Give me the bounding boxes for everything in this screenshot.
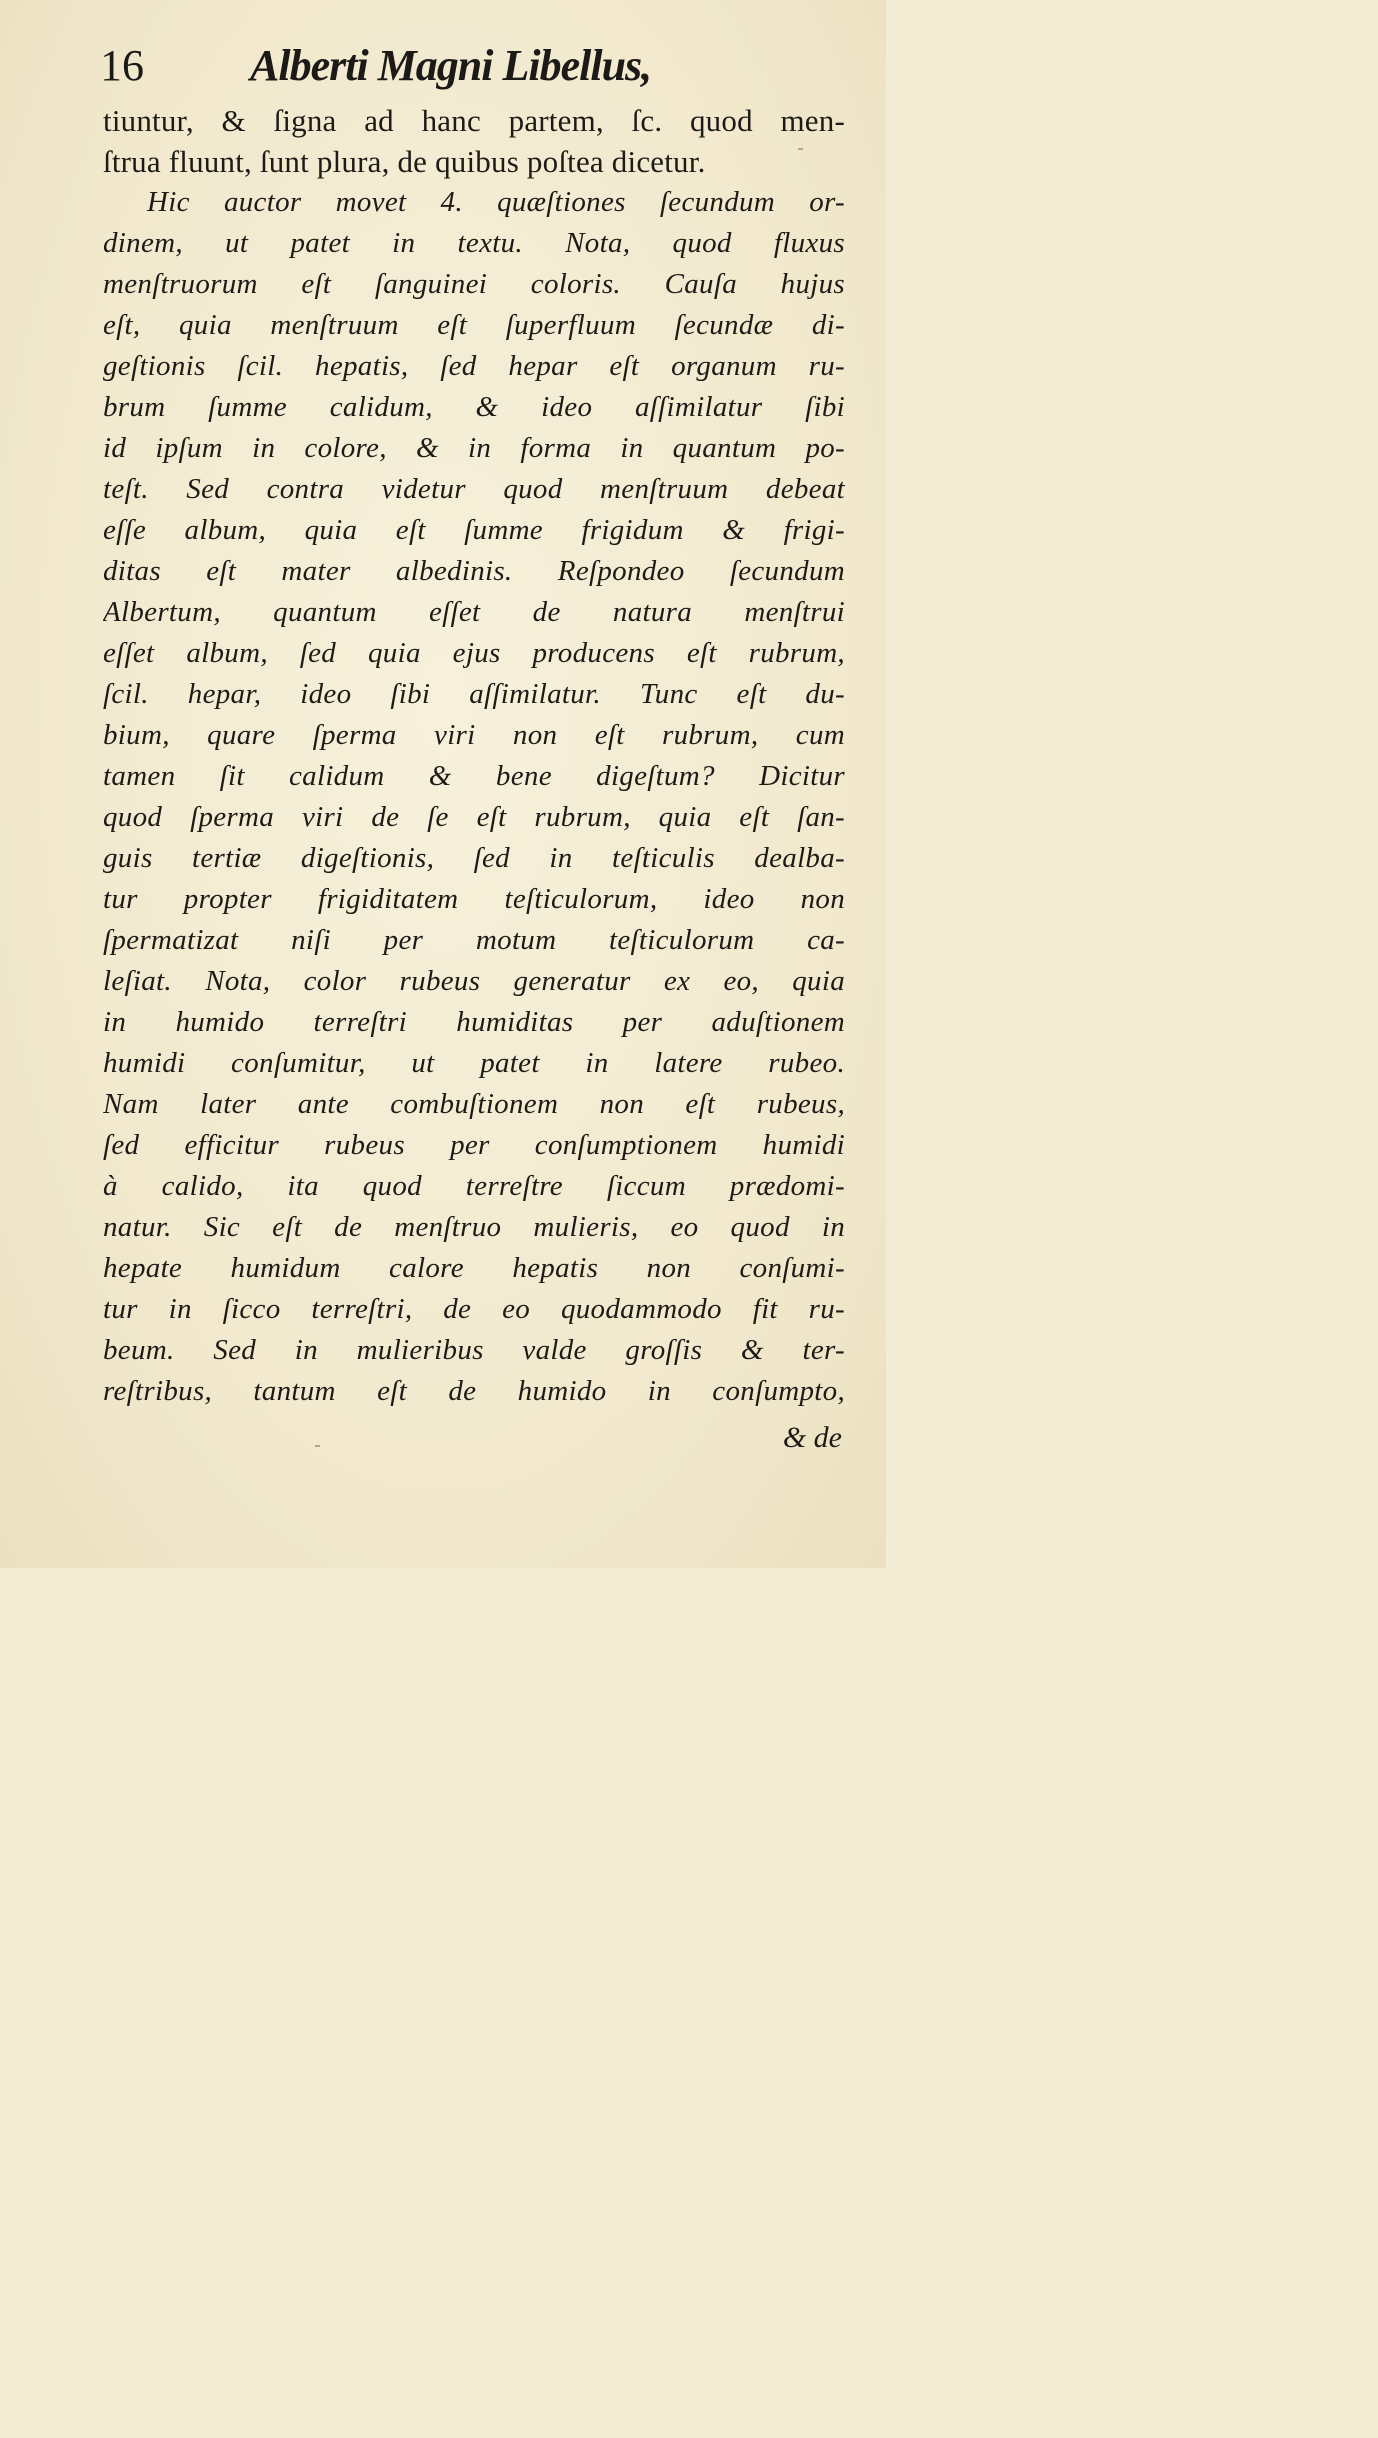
- text-line: hepate humidum calore hepatis non conſumi-: [103, 1252, 845, 1284]
- page-header: [100, 36, 820, 96]
- text-line: menſtruorum eſt ſanguinei coloris. Cauſa hujus: [103, 268, 845, 300]
- book-page: [0, 0, 886, 1568]
- ink-speck: [315, 1445, 320, 1447]
- running-title: Alberti Magni Libellus,: [250, 41, 652, 90]
- text-line: id ipſum in colore, & in forma in quantum po-: [103, 432, 845, 464]
- text-line: à calido, ita quod terreſtre ſiccum prædomi-: [103, 1170, 845, 1202]
- text-line: tur propter frigiditatem teſticulorum, ideo non: [103, 883, 845, 915]
- text-line: beum. Sed in mulieribus valde groſſis & ter-: [103, 1334, 845, 1366]
- text-line: guis tertiæ digeſtionis, ſed in teſticulis dealba-: [103, 842, 845, 874]
- text-line: Nam later ante combuſtionem non eſt rubeus,: [103, 1088, 845, 1120]
- text-line: humidi conſumitur, ut patet in latere rubeo.: [103, 1047, 845, 1079]
- text-line: bium, quare ſperma viri non eſt rubrum, cum: [103, 719, 845, 751]
- text-line: ſed efficitur rubeus per conſumptionem humidi: [103, 1129, 845, 1161]
- text-line: tur in ſicco terreſtri, de eo quodammodo fit ru-: [103, 1293, 845, 1325]
- text-line: leſiat. Nota, color rubeus generatur ex eo, quia: [103, 965, 845, 997]
- text-line: Hic auctor movet 4. quæſtiones ſecundum or-: [147, 186, 845, 218]
- text-line: geſtionis ſcil. hepatis, ſed hepar eſt organum ru-: [103, 350, 845, 382]
- catchword: & de: [782, 1421, 842, 1454]
- text-line: tiuntur, & ſigna ad hanc partem, ſc. quod men-: [103, 103, 845, 138]
- text-line: ſpermatizat niſi per motum teſticulorum ca-: [103, 924, 845, 956]
- text-line: eſſe album, quia eſt ſumme frigidum & frigi-: [103, 514, 845, 546]
- text-line: dinem, ut patet in textu. Nota, quod fluxus: [103, 227, 845, 259]
- text-line: Albertum, quantum eſſet de natura menſtrui: [103, 596, 845, 628]
- text-line: reſtribus, tantum eſt de humido in conſumpto,: [103, 1375, 845, 1407]
- text-line: eſſet album, ſed quia ejus producens eſt rubrum,: [103, 637, 845, 669]
- text-line: eſt, quia menſtruum eſt ſuperfluum ſecundæ di-: [103, 309, 845, 341]
- text-line: quod ſperma viri de ſe eſt rubrum, quia eſt ſan-: [103, 801, 845, 833]
- text-line: tamen ſit calidum & bene digeſtum? Dicitur: [103, 760, 845, 792]
- page-number: 16: [100, 41, 144, 90]
- text-line: ſtrua fluunt, ſunt plura, de quibus poſtea dicetur.: [103, 144, 706, 179]
- text-line: ſcil. hepar, ideo ſibi aſſimilatur. Tunc eſt du-: [103, 678, 845, 710]
- text-line: in humido terreſtri humiditas per aduſtionem: [103, 1006, 845, 1038]
- text-line: teſt. Sed contra videtur quod menſtruum debeat: [103, 473, 845, 505]
- text-line: brum ſumme calidum, & ideo aſſimilatur ſibi: [103, 391, 845, 423]
- body-text: [103, 100, 845, 1412]
- text-line: ditas eſt mater albedinis. Reſpondeo ſecundum: [103, 555, 845, 587]
- ink-speck: [798, 148, 803, 150]
- text-line: natur. Sic eſt de menſtruo mulieris, eo quod in: [103, 1211, 845, 1243]
